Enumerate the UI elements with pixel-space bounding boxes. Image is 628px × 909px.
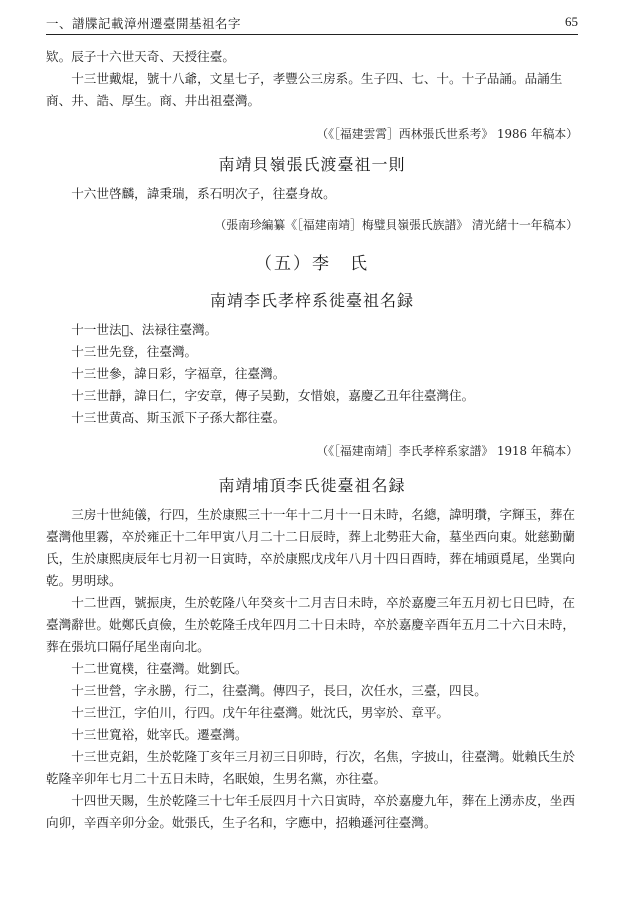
paragraph: 十三世參，諱日彩，字福章，往臺灣。 bbox=[71, 366, 286, 381]
paragraph: 十三世靜，諱日仁，字安章，傳子吴勤，女惜娘，嘉慶乙丑年往臺灣住。 bbox=[71, 388, 475, 403]
paragraph: 十三世克鋁，生於乾隆丁亥年三月初三日卯時，行次，名焦，字披山，往臺灣。妣賴氏生於乾隆辛卯年七月二十五日未時，名眠娘，生男名黨，亦往臺。 bbox=[46, 749, 575, 786]
section-heading: 南靖李氏孝梓系徙臺祖名録 bbox=[209, 291, 414, 310]
chapter-heading: （五）李 氏 bbox=[255, 254, 369, 274]
main-text bbox=[46, 46, 578, 834]
source-citation: （《［福建南靖］李氏孝梓系家譜》 1918 年稿本） bbox=[316, 444, 578, 458]
paragraph: 三房十世純儀，行四，生於康熙三十一年十二月十一日未時，名總，諱明瓚，字輝玉，葬在臺灣他里霧，卒於雍正十二年甲寅八月二十二日辰時，葬上北勢莊大侖，墓坐西向東。妣慈勤蘭氏，生於康熙庚辰年七月初一日寅時，卒於康熙戊戌年八月十四日酉時，葬在埔頭覓尾，坐巽向乾。男明球。 bbox=[46, 507, 575, 588]
section-heading: 南靖貝嶺張氏渡臺祖一則 bbox=[218, 155, 406, 174]
paragraph: 十二世酉，號振庚，生於乾隆八年癸亥十二月吉日未時，卒於嘉慶三年五月初七日巳時，在臺灣辭世。妣鄭氏貞儉，生於乾隆壬戌年四月二十日未時，卒於嘉慶辛酉年五月二十六日未時，葬在張坑口隔仔尾坐南向北。 bbox=[46, 595, 575, 654]
source-citation: （《［福建雲霄］西林張氏世系考》 1986 年稿本） bbox=[316, 127, 578, 141]
page-number: 65 bbox=[565, 14, 578, 29]
paragraph: 欵。辰子十六世天奇、天授往臺。 bbox=[46, 49, 235, 64]
paragraph: 十三世先登，往臺灣。 bbox=[71, 344, 198, 359]
paragraph: 十三世戴焜，號十八爺，文星七子，孝豐公三房系。生子四、七、十。十子品誦。品誦生商、井、誥、厚生。商、井出祖臺灣。 bbox=[46, 71, 563, 108]
paragraph: 十三世營，字永勝，行二，往臺灣。傳四子，長曰，次任水，三臺，四艮。 bbox=[71, 683, 487, 698]
paragraph: 十三世寬裕，妣宰氏。遷臺灣。 bbox=[71, 727, 248, 742]
paragraph: 十四世天賜，生於乾隆三十七年壬辰四月十六日寅時，卒於嘉慶九年，葬在上湧赤皮，坐西向卯，辛酉辛卯分金。妣張氏，生子名和，字應中，招賴遜河往臺灣。 bbox=[46, 793, 575, 830]
paragraph: 十二世寬樸，往臺灣。妣劉氏。 bbox=[71, 661, 248, 676]
paragraph: 十一世法𤍸、法禄往臺灣。 bbox=[71, 322, 218, 337]
section-heading: 南靖埔頂李氏徙臺祖名録 bbox=[218, 476, 406, 495]
paragraph: 十六世啓麟，諱秉瑞，系石明次子，往臺身故。 bbox=[71, 186, 336, 201]
paragraph: 十三世江，字伯川，行四。戊午年往臺灣。妣沈氏，男宰於、章平。 bbox=[71, 705, 449, 720]
running-header bbox=[46, 12, 578, 35]
paragraph: 十三世黄高、斯玉派下子孫大都往臺。 bbox=[71, 410, 286, 425]
source-citation: （張南珍編纂《［福建南靖］梅璧貝嶺張氏族譜》 清光緒十一年稿本） bbox=[214, 218, 578, 232]
header-title: 一、譜牒記載漳州遷臺開基祖名字 bbox=[46, 16, 242, 31]
